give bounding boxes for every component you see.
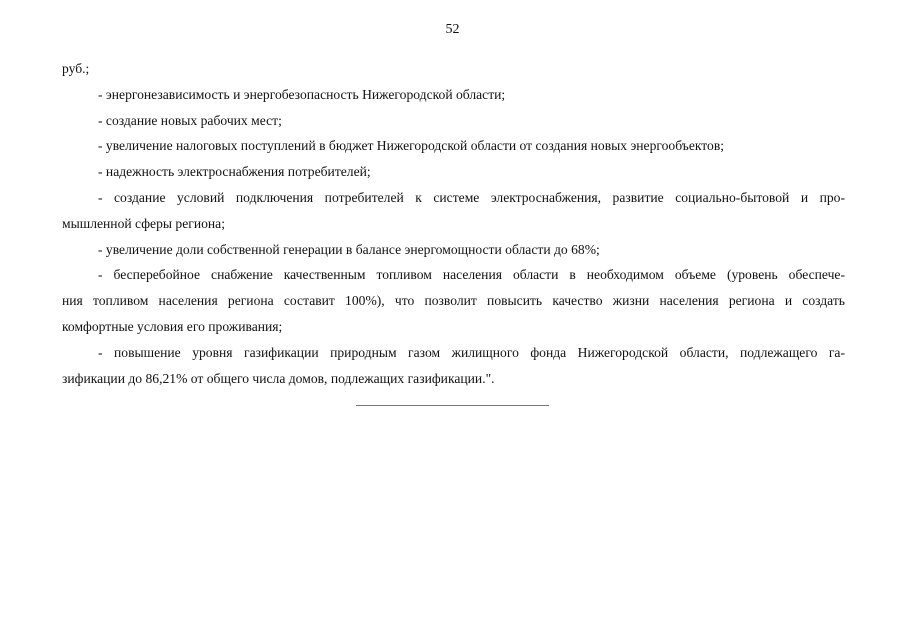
list-item-energy-independence: - энергонезависимость и энергобезопасность Нижегородской области;	[98, 86, 506, 102]
list-item-own-generation: - увеличение доли собственной генерации в балансе энергомощности области до 68%;	[98, 241, 600, 257]
list-item-fuel-supply-line2: ния топливом населения региона составит 100%), что позволит повысить качество жизни населения региона и создать	[62, 293, 845, 309]
document-body	[62, 56, 845, 391]
intro-line: руб.;	[62, 61, 90, 76]
list-item-gasification-line1: - повышение уровня газификации природным газом жилищного фонда Нижегородской области, подлежащего га-	[98, 344, 845, 360]
list-item-fuel-supply-line3: комфортные условия его проживания;	[62, 318, 283, 334]
list-item-power-reliability: - надежность электроснабжения потребителей;	[98, 164, 371, 180]
list-item-connection-conditions-line1: - создание условий подключения потребителей к системе электроснабжения, развитие социально-бытовой и про-	[98, 189, 845, 205]
end-separator-line	[356, 405, 549, 406]
list-item-connection-conditions-line2: мышленной сферы региона;	[62, 215, 225, 231]
list-item-gasification-line2: зификации до 86,21% от общего числа домов, подлежащих газификации.".	[62, 370, 495, 386]
list-item-fuel-supply-line1: - бесперебойное снабжение качественным топливом населения области в необходимом объеме (уровень обеспече-	[98, 267, 845, 283]
page-number: 52	[445, 22, 460, 37]
list-item-tax-revenue: - увеличение налоговых поступлений в бюджет Нижегородской области от создания новых энергообъектов;	[98, 138, 725, 154]
list-item-new-jobs: - создание новых рабочих мест;	[98, 112, 282, 128]
